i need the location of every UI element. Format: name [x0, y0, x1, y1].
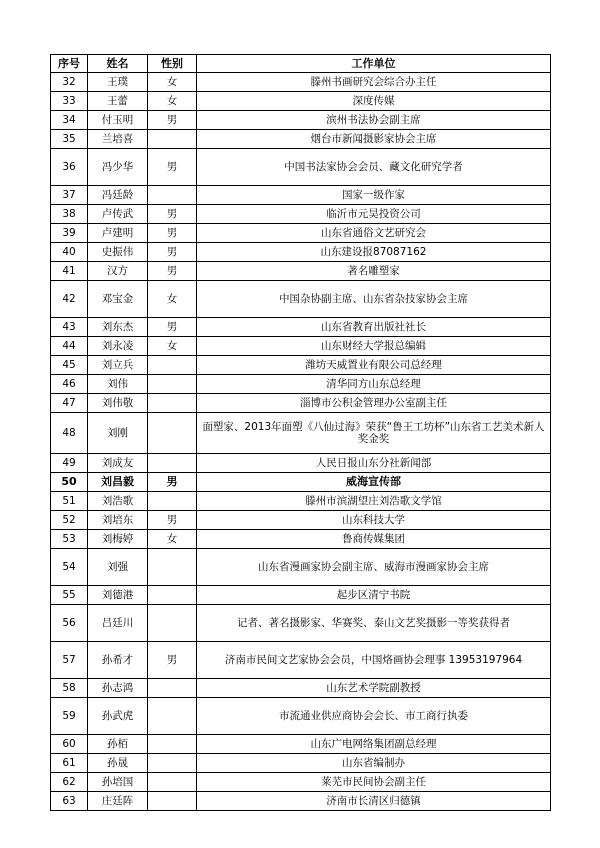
table-row	[51, 375, 551, 394]
cell-gender: 男	[148, 205, 197, 224]
cell-name: 刘德港	[88, 586, 148, 605]
cell-org: 山东省教育出版社社长	[197, 318, 551, 337]
roster-table	[50, 54, 551, 811]
cell-gender: 女	[148, 281, 197, 318]
cell-name: 邓宝金	[88, 281, 148, 318]
table-row	[51, 111, 551, 130]
cell-name: 刘立兵	[88, 356, 148, 375]
cell-org: 山东省漫画家协会副主席、威海市漫画家协会主席	[197, 549, 551, 586]
table-row	[51, 130, 551, 149]
cell-gender: 男	[148, 262, 197, 281]
cell-org: 山东艺术学院副教授	[197, 679, 551, 698]
cell-org: 中国书法家协会会员、藏文化研究学者	[197, 149, 551, 186]
cell-org: 鲁商传媒集团	[197, 530, 551, 549]
cell-gender: 男	[148, 111, 197, 130]
table-row	[51, 281, 551, 318]
cell-org: 威海宣传部	[197, 473, 551, 492]
table-row	[51, 549, 551, 586]
cell-name: 汉方	[88, 262, 148, 281]
cell-org: 山东科技大学	[197, 511, 551, 530]
cell-org: 济南市民间文艺家协会会员，中国烙画协会理事 13953197964	[197, 642, 551, 679]
cell-gender	[148, 773, 197, 792]
table-row	[51, 511, 551, 530]
cell-name: 刘强	[88, 549, 148, 586]
table-row	[51, 186, 551, 205]
cell-gender	[148, 186, 197, 205]
cell-gender: 男	[148, 642, 197, 679]
cell-no: 63	[51, 792, 88, 811]
cell-org: 莱芜市民间协会副主任	[197, 773, 551, 792]
table-row	[51, 262, 551, 281]
table-row	[51, 754, 551, 773]
table-row	[51, 337, 551, 356]
cell-no: 60	[51, 735, 88, 754]
cell-gender	[148, 375, 197, 394]
cell-name: 刘伟敬	[88, 394, 148, 413]
cell-org: 滕州书画研究会综合办主任	[197, 73, 551, 92]
table-row	[51, 92, 551, 111]
cell-gender: 女	[148, 530, 197, 549]
cell-name: 庄廷阵	[88, 792, 148, 811]
table-row	[51, 394, 551, 413]
cell-org: 深度传媒	[197, 92, 551, 111]
cell-no: 42	[51, 281, 88, 318]
table-row	[51, 530, 551, 549]
cell-gender	[148, 130, 197, 149]
cell-name: 孙培国	[88, 773, 148, 792]
cell-org: 淄博市公积金管理办公室副主任	[197, 394, 551, 413]
cell-name: 孙栢	[88, 735, 148, 754]
table-row	[51, 149, 551, 186]
table-row	[51, 356, 551, 375]
cell-name: 刘刚	[88, 413, 148, 454]
table-row	[51, 473, 551, 492]
cell-gender	[148, 754, 197, 773]
cell-no: 56	[51, 605, 88, 642]
cell-org: 山东省编制办	[197, 754, 551, 773]
table-row	[51, 205, 551, 224]
cell-gender: 男	[148, 149, 197, 186]
header-org: 工作单位	[197, 55, 551, 73]
cell-name: 孙晟	[88, 754, 148, 773]
cell-org: 山东建设报87087162	[197, 243, 551, 262]
cell-name: 冯少华	[88, 149, 148, 186]
table-row	[51, 605, 551, 642]
cell-gender	[148, 586, 197, 605]
cell-org: 起步区清宁书院	[197, 586, 551, 605]
table-row	[51, 679, 551, 698]
cell-no: 57	[51, 642, 88, 679]
table-row	[51, 73, 551, 92]
cell-name: 王蕾	[88, 92, 148, 111]
cell-name: 刘永凌	[88, 337, 148, 356]
cell-name: 冯廷龄	[88, 186, 148, 205]
cell-no: 62	[51, 773, 88, 792]
cell-name: 刘伟	[88, 375, 148, 394]
cell-org: 著名雕塑家	[197, 262, 551, 281]
cell-gender	[148, 605, 197, 642]
cell-gender: 男	[148, 318, 197, 337]
cell-no: 54	[51, 549, 88, 586]
cell-gender	[148, 698, 197, 735]
cell-no: 59	[51, 698, 88, 735]
cell-name: 刘东杰	[88, 318, 148, 337]
cell-no: 34	[51, 111, 88, 130]
cell-org: 市流通业供应商协会会长、市工商行执委	[197, 698, 551, 735]
cell-gender: 男	[148, 511, 197, 530]
cell-org: 中国杂协副主席、山东省杂技家协会主席	[197, 281, 551, 318]
cell-name: 孙希才	[88, 642, 148, 679]
cell-name: 王璞	[88, 73, 148, 92]
cell-no: 49	[51, 454, 88, 473]
cell-gender	[148, 492, 197, 511]
cell-org: 人民日报山东分社新闻部	[197, 454, 551, 473]
cell-org: 面塑家、2013年面塑《八仙过海》荣获“鲁王工坊杯”山东省工艺美术新人奖金奖	[197, 413, 551, 454]
table-body	[51, 73, 551, 811]
table-row	[51, 224, 551, 243]
cell-name: 卢传武	[88, 205, 148, 224]
cell-gender	[148, 394, 197, 413]
cell-no: 47	[51, 394, 88, 413]
cell-no: 48	[51, 413, 88, 454]
table-row	[51, 792, 551, 811]
cell-no: 46	[51, 375, 88, 394]
cell-gender	[148, 356, 197, 375]
table-row	[51, 698, 551, 735]
cell-gender	[148, 454, 197, 473]
cell-org: 山东省通俗文艺研究会	[197, 224, 551, 243]
cell-org: 烟台市新闻摄影家协会主席	[197, 130, 551, 149]
cell-gender	[148, 735, 197, 754]
cell-org: 滕州市滨湖望庄刘浩歌文学馆	[197, 492, 551, 511]
cell-gender	[148, 413, 197, 454]
cell-no: 39	[51, 224, 88, 243]
cell-gender	[148, 549, 197, 586]
cell-no: 32	[51, 73, 88, 92]
table-row	[51, 454, 551, 473]
cell-no: 37	[51, 186, 88, 205]
cell-name: 吕廷川	[88, 605, 148, 642]
cell-gender: 女	[148, 337, 197, 356]
header-row	[51, 55, 551, 73]
cell-no: 58	[51, 679, 88, 698]
cell-no: 55	[51, 586, 88, 605]
table-header	[51, 55, 551, 73]
table-row	[51, 318, 551, 337]
cell-no: 51	[51, 492, 88, 511]
header-name: 姓名	[88, 55, 148, 73]
table-row	[51, 735, 551, 754]
cell-name: 刘浩歌	[88, 492, 148, 511]
cell-org: 潍坊天威置业有限公司总经理	[197, 356, 551, 375]
cell-org: 国家一级作家	[197, 186, 551, 205]
cell-gender	[148, 792, 197, 811]
table-row	[51, 413, 551, 454]
cell-no: 43	[51, 318, 88, 337]
cell-no: 50	[51, 473, 88, 492]
cell-no: 33	[51, 92, 88, 111]
cell-no: 35	[51, 130, 88, 149]
cell-name: 孙志鸿	[88, 679, 148, 698]
table-row	[51, 773, 551, 792]
cell-no: 52	[51, 511, 88, 530]
cell-gender: 男	[148, 473, 197, 492]
header-gender: 性别	[148, 55, 197, 73]
cell-name: 兰培喜	[88, 130, 148, 149]
cell-gender: 女	[148, 92, 197, 111]
table-row	[51, 586, 551, 605]
cell-name: 付玉明	[88, 111, 148, 130]
cell-gender: 男	[148, 243, 197, 262]
cell-name: 卢建明	[88, 224, 148, 243]
cell-gender	[148, 679, 197, 698]
cell-name: 刘培东	[88, 511, 148, 530]
cell-no: 41	[51, 262, 88, 281]
cell-no: 45	[51, 356, 88, 375]
cell-org: 滨州书法协会副主席	[197, 111, 551, 130]
cell-name: 刘昌毅	[88, 473, 148, 492]
cell-name: 孙武虎	[88, 698, 148, 735]
cell-org: 山东财经大学报总编辑	[197, 337, 551, 356]
cell-org: 记者、著名摄影家、华赛奖、泰山文艺奖摄影一等奖获得者	[197, 605, 551, 642]
cell-gender: 男	[148, 224, 197, 243]
cell-no: 61	[51, 754, 88, 773]
table-row	[51, 243, 551, 262]
table-row	[51, 492, 551, 511]
header-no: 序号	[51, 55, 88, 73]
cell-no: 36	[51, 149, 88, 186]
cell-no: 44	[51, 337, 88, 356]
cell-org: 济南市长清区归德镇	[197, 792, 551, 811]
cell-name: 刘成友	[88, 454, 148, 473]
table-row	[51, 642, 551, 679]
cell-no: 38	[51, 205, 88, 224]
cell-org: 清华同方山东总经理	[197, 375, 551, 394]
cell-name: 史振伟	[88, 243, 148, 262]
cell-gender: 女	[148, 73, 197, 92]
cell-org: 临沂市元昊投资公司	[197, 205, 551, 224]
cell-no: 53	[51, 530, 88, 549]
cell-no: 40	[51, 243, 88, 262]
cell-name: 刘梅婷	[88, 530, 148, 549]
cell-org: 山东广电网络集团副总经理	[197, 735, 551, 754]
